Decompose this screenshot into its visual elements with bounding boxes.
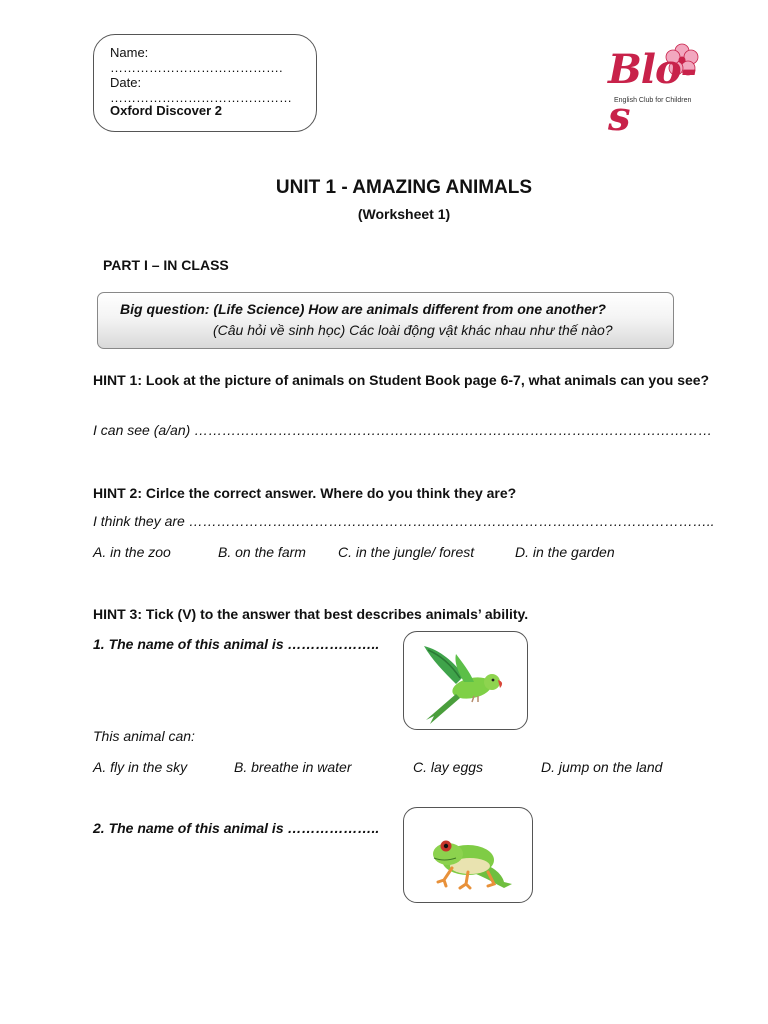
student-info-box [93,34,317,132]
parrot-icon [404,632,528,730]
hint2-option-d[interactable]: D. in the garden [515,544,615,560]
logo-tagline: English Club for Children [614,97,692,104]
question-2[interactable]: 2. The name of this animal is ……………….. [93,820,380,836]
big-question-en: Big question: (Life Science) How are animals different from one another? [120,301,606,317]
q1-option-c[interactable]: C. lay eggs [413,759,484,775]
q1-option-b[interactable]: B. breathe in water [234,759,352,775]
hint2-text: HINT 2: Cirlce the correct answer. Where do you think they are? [93,485,517,501]
blos-logo [606,40,706,140]
frog-icon [404,808,533,903]
hint2-option-a[interactable]: A. in the zoo [93,544,171,560]
big-question-box [97,292,674,349]
hint2-answer-line[interactable]: I think they are ………………………………………………………………………………………………….. [93,513,715,529]
frog-image [403,807,533,903]
q1-option-a[interactable]: A. fly in the sky [93,759,188,775]
question-1-prompt: This animal can: [93,728,195,744]
date-field[interactable]: Date: …………………………………… [110,75,292,105]
hint3-text: HINT 3: Tick (V) to the answer that best describes animals’ ability. [93,606,529,622]
logo-wordmark: Blo-s [608,46,697,140]
hint2-option-b[interactable]: B. on the farm [218,544,306,560]
q1-option-d[interactable]: D. jump on the land [541,759,663,775]
book-label: Oxford Discover 2 [110,103,222,118]
big-question-vi: (Câu hỏi về sinh học) Các loài động vật khác nhau như thế nào? [213,322,613,338]
part-heading: PART I – IN CLASS [103,257,229,273]
hint1-text: HINT 1: Look at the picture of animals on Student Book page 6-7, what animals can you see? [93,372,710,388]
hint2-option-c[interactable]: C. in the jungle/ forest [338,544,475,560]
page-title: UNIT 1 - AMAZING ANIMALS [275,177,533,198]
question-1[interactable]: 1. The name of this animal is ……………….. [93,636,380,652]
name-field[interactable]: Name: …………………………………. [110,45,283,75]
hint1-answer-line[interactable]: I can see (a/an) ………………………………………………………………………………………………… [93,422,713,438]
parrot-image [403,631,528,730]
page-subtitle: (Worksheet 1) [357,206,451,222]
